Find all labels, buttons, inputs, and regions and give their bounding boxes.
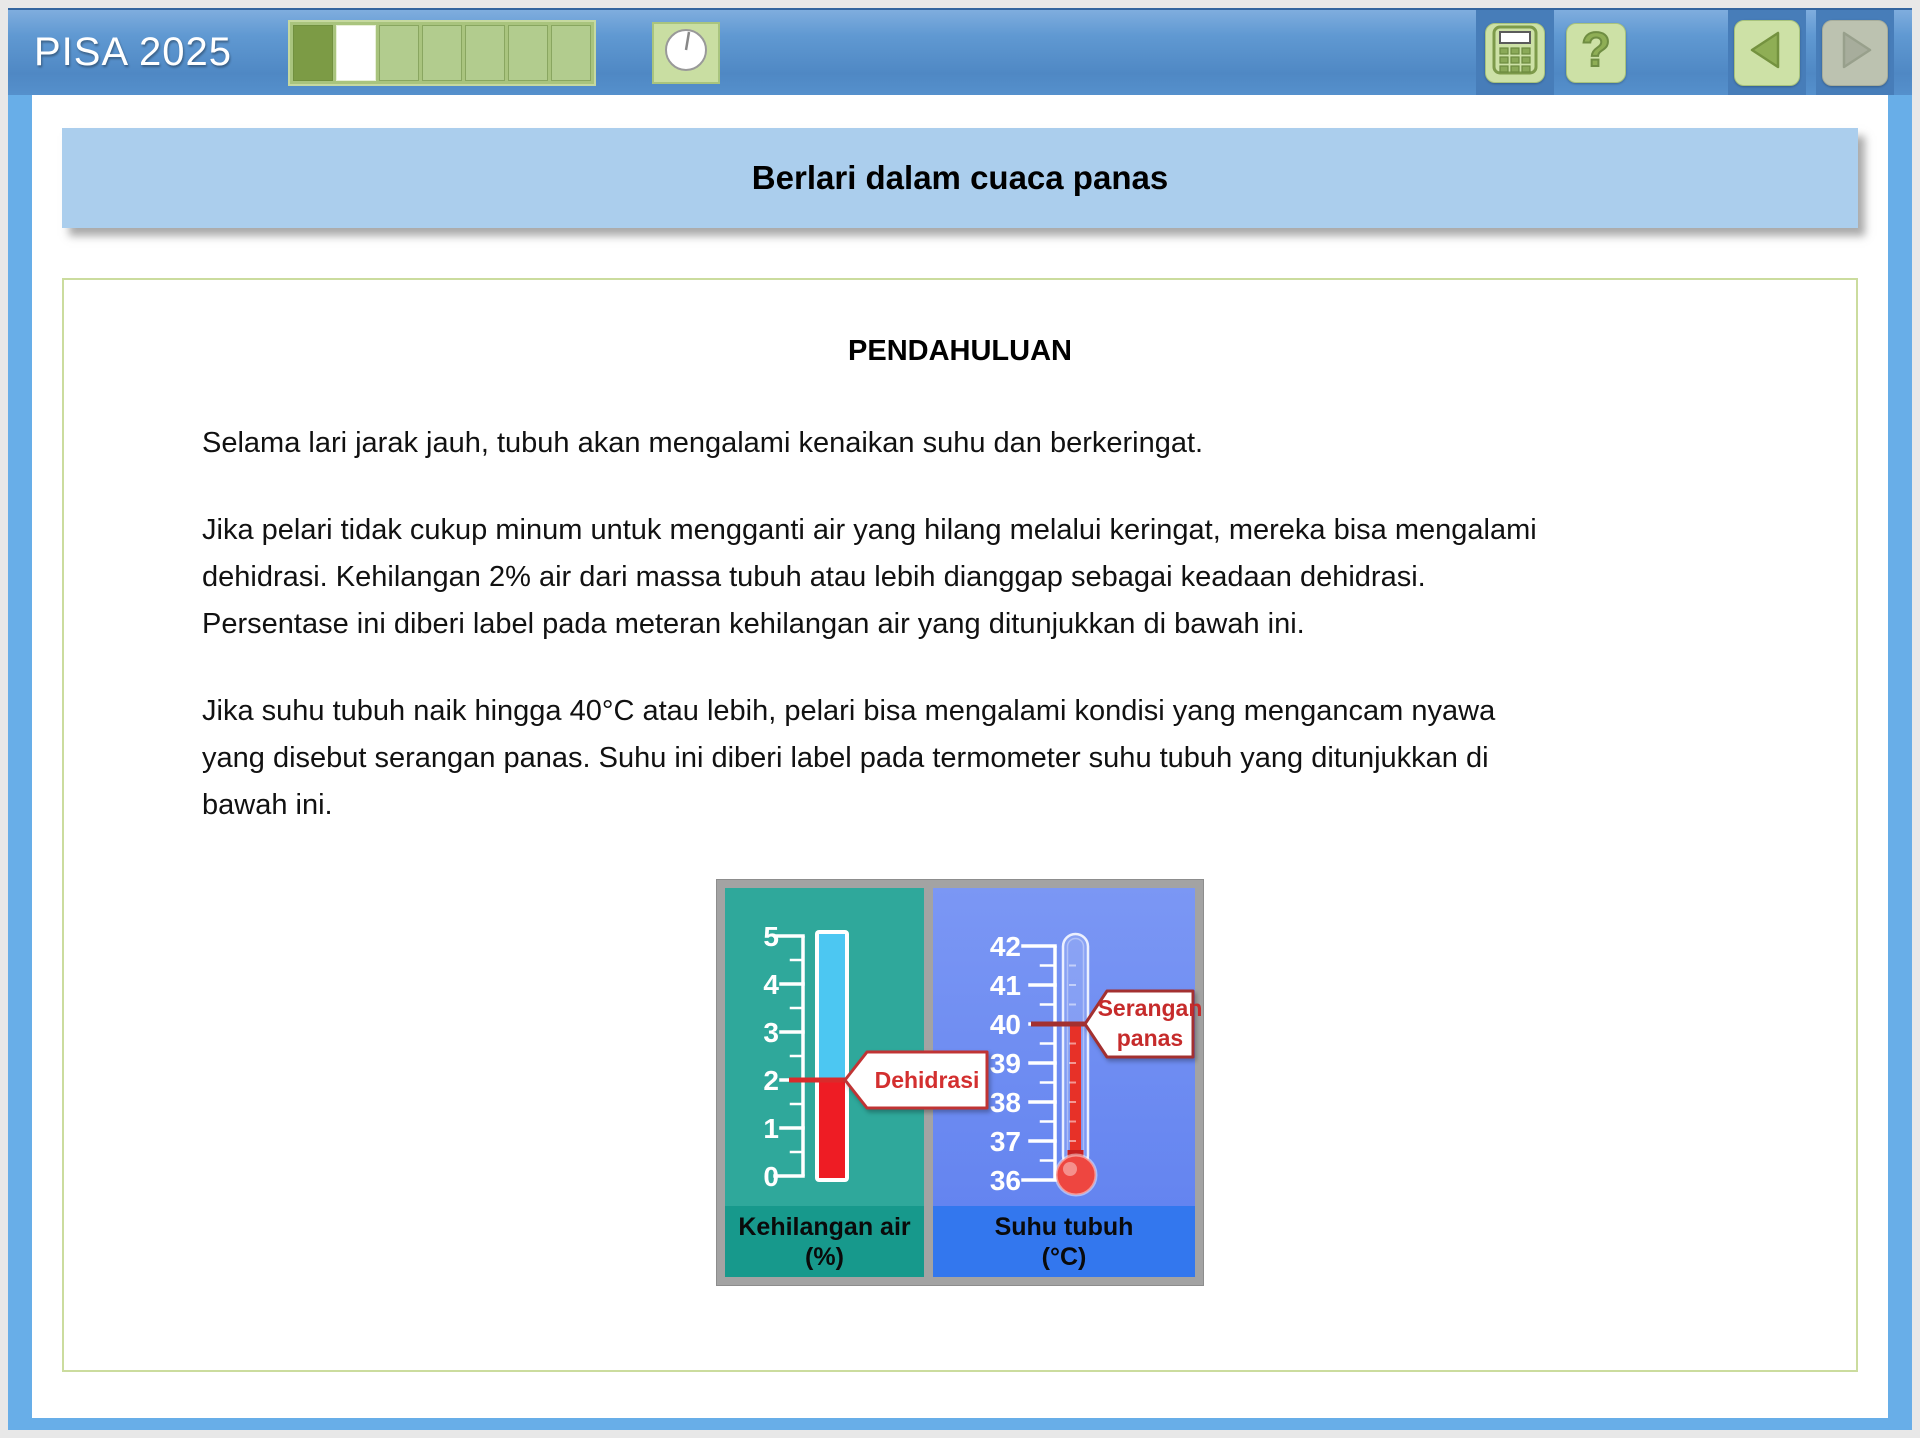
- progress-bar: [288, 20, 596, 86]
- svg-text:1: 1: [763, 1113, 779, 1144]
- svg-text:41: 41: [989, 970, 1021, 1001]
- right-arrow-icon: [1833, 28, 1877, 77]
- water-loss-label-line1: Kehilangan air: [738, 1212, 911, 1241]
- back-button[interactable]: [1734, 20, 1800, 86]
- water-loss-meter-body: [725, 888, 980, 1206]
- calculator-button[interactable]: [1485, 23, 1545, 83]
- left-arrow-icon: [1745, 28, 1789, 77]
- water-loss-meter-graphic: [725, 888, 980, 1208]
- svg-text:3: 3: [763, 1017, 779, 1048]
- forward-button[interactable]: [1822, 20, 1888, 86]
- application-frame: [8, 8, 1912, 1430]
- progress-square-2-current: [336, 25, 376, 81]
- paragraph-3: Jika suhu tubuh naik hingga 40°C atau lebih, pelari bisa mengalami kondisi yang mengancam nyawa yang disebut serangan panas. Suhu ini diberi label pada termometer suhu tubuh yang ditunjukkan di bawah ini.: [202, 695, 1496, 821]
- paragraph-1: Selama lari jarak jauh, tubuh akan mengalami kenaikan suhu dan berkeringat.: [202, 427, 1204, 459]
- body-temp-label-line1: Suhu tubuh: [994, 1212, 1134, 1241]
- help-button[interactable]: [1566, 23, 1626, 83]
- svg-text:2: 2: [763, 1065, 779, 1096]
- stimulus-box: [62, 278, 1858, 1372]
- body-temperature-meter-label: [933, 1206, 1195, 1277]
- back-panel: [1728, 10, 1806, 95]
- svg-text:panas: panas: [1116, 1025, 1184, 1051]
- svg-text:42: 42: [989, 931, 1021, 962]
- svg-text:37: 37: [989, 1126, 1021, 1157]
- svg-text:4: 4: [763, 969, 779, 1000]
- svg-text:40: 40: [989, 1009, 1021, 1040]
- svg-text:36: 36: [989, 1165, 1021, 1196]
- progress-square-4-todo: [422, 25, 462, 81]
- calculator-panel: [1476, 10, 1554, 95]
- svg-text:Dehidrasi: Dehidrasi: [874, 1067, 980, 1093]
- paragraph-2: Jika pelari tidak cukup minum untuk mengganti air yang hilang melalui keringat, mereka bisa mengalami dehidrasi. Kehilangan 2% air dari massa tubuh atau lebih dianggap sebagai keadaan dehidrasi. Persentase ini diberi label pada meteran kehilangan air yang ditunjukkan di bawah ini.: [202, 514, 1537, 640]
- water-loss-label-line2: (%): [805, 1242, 844, 1271]
- toolbar-gap: [1806, 10, 1816, 95]
- stimulus-heading: PENDAHULUAN: [848, 335, 1072, 367]
- main-area: [32, 95, 1888, 1418]
- top-bar: [8, 8, 1912, 95]
- clock-icon: [663, 27, 709, 78]
- svg-text:5: 5: [763, 921, 779, 952]
- progress-square-5-todo: [465, 25, 505, 81]
- body-temperature-thermometer-graphic: [933, 888, 1203, 1208]
- water-loss-meter-label: [725, 1206, 924, 1277]
- progress-square-7-todo: [551, 25, 591, 81]
- question-mark-icon: ?: [1581, 24, 1611, 77]
- progress-square-1-done: [293, 25, 333, 81]
- timer-button[interactable]: [652, 22, 720, 84]
- progress-square-6-todo: [508, 25, 548, 81]
- toolbar-right: [1476, 10, 1894, 95]
- unit-title-bar: [62, 128, 1858, 228]
- app-title: PISA 2025: [34, 30, 233, 74]
- forward-panel: [1816, 10, 1894, 95]
- svg-text:0: 0: [763, 1161, 779, 1192]
- body-temp-label-line2: (°C): [1041, 1242, 1087, 1271]
- meters-figure: [716, 879, 1204, 1286]
- unit-title: Berlari dalam cuaca panas: [751, 159, 1169, 196]
- svg-text:38: 38: [989, 1087, 1021, 1118]
- body-temperature-meter-body: [933, 888, 1203, 1206]
- calculator-icon: [1492, 25, 1538, 80]
- water-loss-meter: [725, 888, 980, 1277]
- svg-text:Serangan: Serangan: [1097, 995, 1203, 1021]
- toolbar-spacer: [1626, 10, 1728, 95]
- svg-text:39: 39: [989, 1048, 1021, 1079]
- progress-square-3-todo: [379, 25, 419, 81]
